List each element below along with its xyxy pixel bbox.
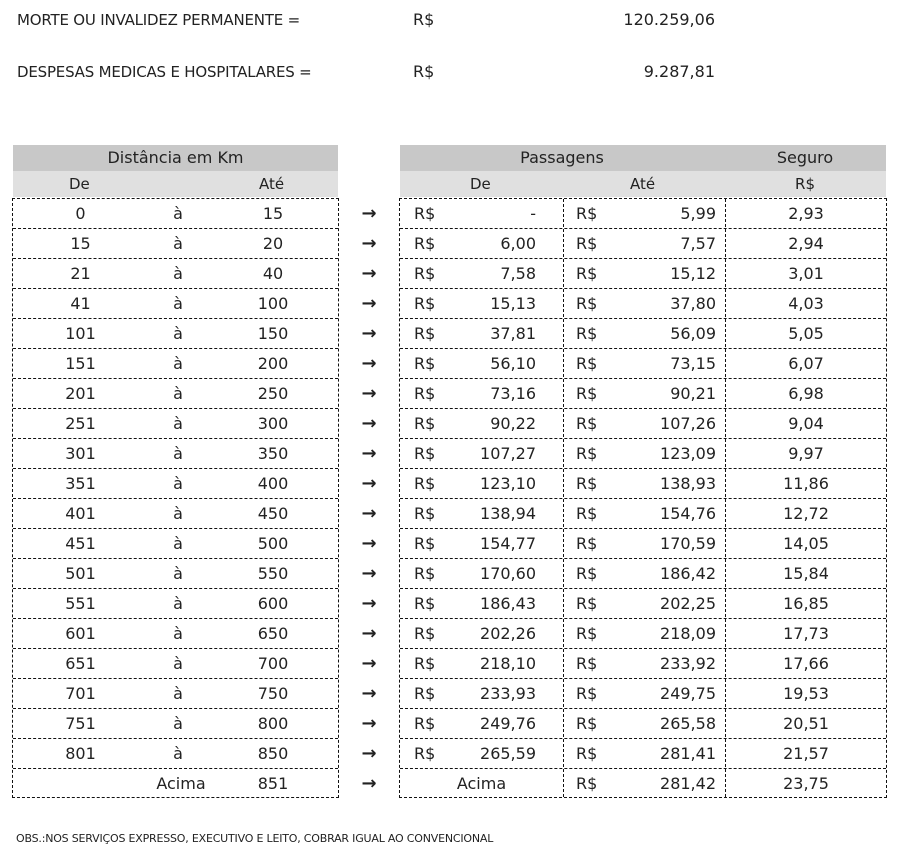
km-to: 700	[257, 654, 289, 673]
fare-from-value: 249,76	[480, 714, 536, 733]
km-to: 20	[262, 234, 284, 253]
km-from: 551	[65, 594, 96, 613]
fare-row	[400, 438, 886, 469]
seguro-value: 9,04	[788, 414, 824, 433]
passagens-title: Passagens	[520, 148, 604, 167]
km-separator: à	[173, 534, 183, 553]
fare-to-value: 202,25	[660, 594, 716, 613]
fare-row	[400, 678, 886, 709]
km-to: 600	[257, 594, 289, 613]
fare-to-value: 154,76	[660, 504, 716, 523]
fare-to-value: 7,57	[680, 234, 716, 253]
fare-row	[400, 288, 886, 319]
km-separator: à	[173, 354, 183, 373]
km-from: 651	[65, 654, 96, 673]
arrow-icon: →	[361, 233, 377, 254]
km-to: 300	[257, 414, 289, 433]
fare-from-value: 265,59	[480, 744, 536, 763]
arrow-icon: →	[361, 743, 377, 764]
summary-death-currency: R$	[413, 10, 435, 29]
distance-row	[13, 438, 338, 469]
fare-to-currency: R$	[576, 354, 598, 373]
fare-from-value: 170,60	[480, 564, 536, 583]
arrow-icon: →	[361, 443, 377, 464]
arrow-icon: →	[361, 623, 377, 644]
km-to: 350	[257, 444, 289, 463]
fare-to-value: 123,09	[660, 444, 716, 463]
fare-from-currency: R$	[414, 474, 436, 493]
fare-to-value: 265,58	[660, 714, 716, 733]
distance-row	[13, 348, 338, 379]
seguro-value: 4,03	[788, 294, 824, 313]
fare-from-value: 56,10	[490, 354, 536, 373]
summary-medical-value: 9.287,81	[643, 62, 715, 81]
km-to: 550	[257, 564, 289, 583]
fare-subheader	[400, 171, 886, 197]
fare-to-currency: R$	[576, 384, 598, 403]
distance-subheader	[13, 171, 338, 197]
km-to: 400	[257, 474, 289, 493]
fare-to-currency: R$	[576, 774, 598, 793]
fare-from-value: 90,22	[490, 414, 536, 433]
fare-row	[400, 468, 886, 499]
distance-col-to: Até	[259, 175, 285, 193]
km-acima-label: Acima	[156, 774, 206, 793]
fare-row	[400, 228, 886, 259]
arrow-icon: →	[361, 293, 377, 314]
arrow-icon: →	[361, 413, 377, 434]
km-separator: à	[173, 564, 183, 583]
fare-to-value: 37,80	[670, 294, 716, 313]
fare-row	[400, 708, 886, 739]
distance-row	[13, 618, 338, 649]
distance-row	[13, 648, 338, 679]
distance-row	[13, 199, 338, 229]
km-separator: à	[173, 504, 183, 523]
km-separator: à	[173, 444, 183, 463]
km-from: 101	[65, 324, 96, 343]
distance-row	[13, 378, 338, 409]
arrow-icon: →	[361, 263, 377, 284]
arrow-icon: →	[361, 773, 377, 794]
km-from: 251	[65, 414, 96, 433]
fare-row	[400, 648, 886, 679]
seguro-value: 2,94	[788, 234, 824, 253]
distance-row	[13, 528, 338, 559]
seguro-value: 15,84	[783, 564, 829, 583]
summary-death-value: 120.259,06	[623, 10, 715, 29]
fare-to-currency: R$	[576, 234, 598, 253]
fare-from-currency: R$	[414, 384, 436, 403]
fare-to-value: 281,42	[660, 774, 716, 793]
fare-from-currency: R$	[414, 204, 436, 223]
fare-acima-label: Acima	[456, 774, 507, 793]
fare-row	[400, 348, 886, 379]
fare-to-value: 73,15	[670, 354, 716, 373]
fare-col-to: Até	[630, 175, 656, 193]
fare-row	[400, 199, 886, 229]
distance-row	[13, 738, 338, 769]
fare-from-value: 123,10	[480, 474, 536, 493]
seguro-value: 20,51	[783, 714, 829, 733]
distance-row	[13, 318, 338, 349]
km-to: 150	[257, 324, 289, 343]
distance-row	[13, 228, 338, 259]
fare-to-value: 170,59	[660, 534, 716, 553]
km-from: 151	[65, 354, 96, 373]
seguro-value: 6,07	[788, 354, 824, 373]
fare-from-currency: R$	[414, 684, 436, 703]
fare-from-currency: R$	[414, 654, 436, 673]
fare-to-currency: R$	[576, 474, 598, 493]
distance-row	[13, 678, 338, 709]
fare-to-value: 233,92	[660, 654, 716, 673]
distance-header: Distância em Km	[13, 145, 338, 171]
arrow-icon: →	[361, 203, 377, 224]
fare-to-currency: R$	[576, 714, 598, 733]
km-separator: à	[173, 264, 183, 283]
km-separator: à	[173, 474, 183, 493]
fare-to-currency: R$	[576, 324, 598, 343]
arrow-icon: →	[361, 683, 377, 704]
km-from: 501	[65, 564, 96, 583]
fare-row	[400, 588, 886, 619]
distance-row	[13, 558, 338, 589]
km-to: 850	[257, 744, 289, 763]
seguro-title: Seguro	[776, 148, 834, 167]
km-separator: à	[173, 384, 183, 403]
fare-to-value: 218,09	[660, 624, 716, 643]
distance-row	[13, 408, 338, 439]
fare-row	[400, 558, 886, 589]
fare-from-currency: R$	[414, 744, 436, 763]
fare-to-currency: R$	[576, 624, 598, 643]
arrow-icon: →	[361, 593, 377, 614]
km-separator: à	[173, 684, 183, 703]
fare-from-currency: R$	[414, 504, 436, 523]
fare-to-currency: R$	[576, 564, 598, 583]
km-separator: à	[173, 594, 183, 613]
fare-from-value: 7,58	[500, 264, 536, 283]
fare-from-value: 15,13	[490, 294, 536, 313]
km-separator: à	[173, 624, 183, 643]
fare-row	[400, 258, 886, 289]
fare-to-currency: R$	[576, 684, 598, 703]
fare-from-currency: R$	[414, 294, 436, 313]
km-separator: à	[173, 414, 183, 433]
fare-to-currency: R$	[576, 264, 598, 283]
fare-from-value: 138,94	[480, 504, 536, 523]
arrow-icon: →	[361, 353, 377, 374]
fare-to-currency: R$	[576, 294, 598, 313]
fare-row	[400, 528, 886, 559]
km-separator: à	[173, 294, 183, 313]
km-to: 40	[262, 264, 284, 283]
km-separator: à	[173, 234, 183, 253]
arrow-icon: →	[361, 563, 377, 584]
distance-table	[12, 198, 339, 798]
fare-from-value: 73,16	[490, 384, 536, 403]
km-from: 0	[75, 204, 86, 223]
seguro-value: 16,85	[783, 594, 829, 613]
seguro-value: 3,01	[788, 264, 824, 283]
fare-from-currency: R$	[414, 594, 436, 613]
fare-from-value: 218,10	[480, 654, 536, 673]
distance-row	[13, 588, 338, 619]
fare-col-from: De	[470, 175, 491, 193]
fare-row	[400, 408, 886, 439]
distance-row	[13, 498, 338, 529]
fare-to-value: 281,41	[660, 744, 716, 763]
seguro-value: 17,73	[783, 624, 829, 643]
km-from: 21	[70, 264, 91, 283]
distance-row	[13, 708, 338, 739]
seguro-value: 23,75	[783, 774, 829, 793]
km-from: 401	[65, 504, 96, 523]
km-from: 15	[70, 234, 91, 253]
summary-medical-currency: R$	[413, 62, 435, 81]
fare-from-currency: R$	[414, 444, 436, 463]
fare-to-value: 90,21	[670, 384, 716, 403]
fare-to-value: 186,42	[660, 564, 716, 583]
arrow-icon: →	[361, 533, 377, 554]
km-from: 301	[65, 444, 96, 463]
fare-from-currency: R$	[414, 324, 436, 343]
fare-to-value: 249,75	[660, 684, 716, 703]
seguro-value: 12,72	[783, 504, 829, 523]
km-from: 351	[65, 474, 96, 493]
fare-from-currency: R$	[414, 234, 436, 253]
fare-from-currency: R$	[414, 414, 436, 433]
seguro-value: 9,97	[788, 444, 824, 463]
seguro-value: 21,57	[783, 744, 829, 763]
fare-row	[400, 378, 886, 409]
km-separator: à	[173, 324, 183, 343]
fare-to-value: 107,26	[660, 414, 716, 433]
seguro-value: 6,98	[788, 384, 824, 403]
fare-row	[400, 738, 886, 769]
fare-to-value: 5,99	[680, 204, 716, 223]
fare-from-currency: R$	[414, 624, 436, 643]
distance-row	[13, 288, 338, 319]
km-separator: à	[173, 204, 183, 223]
distance-col-from: De	[69, 175, 90, 193]
arrow-icon: →	[361, 653, 377, 674]
km-from: 41	[70, 294, 91, 313]
fare-row	[400, 318, 886, 349]
fare-from-value: 154,77	[480, 534, 536, 553]
arrow-icon: →	[361, 323, 377, 344]
arrow-icon: →	[361, 383, 377, 404]
fare-header	[400, 145, 886, 171]
fare-to-value: 138,93	[660, 474, 716, 493]
km-from: 201	[65, 384, 96, 403]
km-from: 751	[65, 714, 96, 733]
fare-from-value: 107,27	[480, 444, 536, 463]
km-to: 800	[257, 714, 289, 733]
km-separator: à	[173, 654, 183, 673]
arrow-icon: →	[361, 713, 377, 734]
km-to: 750	[257, 684, 289, 703]
obs-note: OBS.:NOS SERVIÇOS EXPRESSO, EXECUTIVO E LEITO, COBRAR IGUAL AO CONVENCIONAL	[16, 832, 494, 845]
km-to: 200	[257, 354, 289, 373]
summary-death-label: MORTE OU INVALIDEZ PERMANENTE =	[17, 11, 300, 29]
arrow-icon: →	[361, 473, 377, 494]
km-separator: à	[173, 714, 183, 733]
fare-row	[400, 498, 886, 529]
seguro-value: 5,05	[788, 324, 824, 343]
fare-row	[400, 618, 886, 649]
km-from: 601	[65, 624, 96, 643]
fare-from-currency: R$	[414, 534, 436, 553]
seguro-value: 17,66	[783, 654, 829, 673]
km-separator: à	[173, 744, 183, 763]
fare-from-currency: R$	[414, 354, 436, 373]
seguro-col-currency: R$	[795, 175, 815, 193]
fare-from-value: -	[530, 204, 536, 223]
fare-from-value: 6,00	[500, 234, 536, 253]
seguro-value: 11,86	[783, 474, 829, 493]
km-from: 801	[65, 744, 96, 763]
km-to: 450	[257, 504, 289, 523]
fare-to-value: 56,09	[670, 324, 716, 343]
fare-to-currency: R$	[576, 534, 598, 553]
seguro-value: 19,53	[783, 684, 829, 703]
km-to: 500	[257, 534, 289, 553]
fare-from-currency: R$	[414, 564, 436, 583]
fare-to-currency: R$	[576, 654, 598, 673]
distance-row	[13, 468, 338, 499]
fare-to-currency: R$	[576, 504, 598, 523]
fare-to-currency: R$	[576, 444, 598, 463]
km-to: 100	[257, 294, 289, 313]
summary-medical-label: DESPESAS MEDICAS E HOSPITALARES =	[17, 63, 312, 81]
fare-to-currency: R$	[576, 414, 598, 433]
fare-from-value: 186,43	[480, 594, 536, 613]
fare-to-currency: R$	[576, 744, 598, 763]
fare-from-value: 37,81	[490, 324, 536, 343]
fare-from-currency: R$	[414, 264, 436, 283]
seguro-value: 2,93	[788, 204, 824, 223]
fare-row-last	[400, 768, 886, 799]
km-to: 250	[257, 384, 289, 403]
fare-to-value: 15,12	[670, 264, 716, 283]
fare-from-value: 233,93	[480, 684, 536, 703]
km-from: 701	[65, 684, 96, 703]
fare-to-currency: R$	[576, 594, 598, 613]
seguro-value: 14,05	[783, 534, 829, 553]
arrow-icon: →	[361, 503, 377, 524]
distance-row	[13, 258, 338, 289]
km-to: 15	[262, 204, 284, 223]
fare-from-currency: R$	[414, 714, 436, 733]
km-from: 451	[65, 534, 96, 553]
fare-table	[399, 198, 887, 798]
fare-from-value: 202,26	[480, 624, 536, 643]
km-to: 650	[257, 624, 289, 643]
distance-row-last	[13, 768, 338, 799]
fare-to-currency: R$	[576, 204, 598, 223]
km-acima-value: 851	[257, 774, 289, 793]
